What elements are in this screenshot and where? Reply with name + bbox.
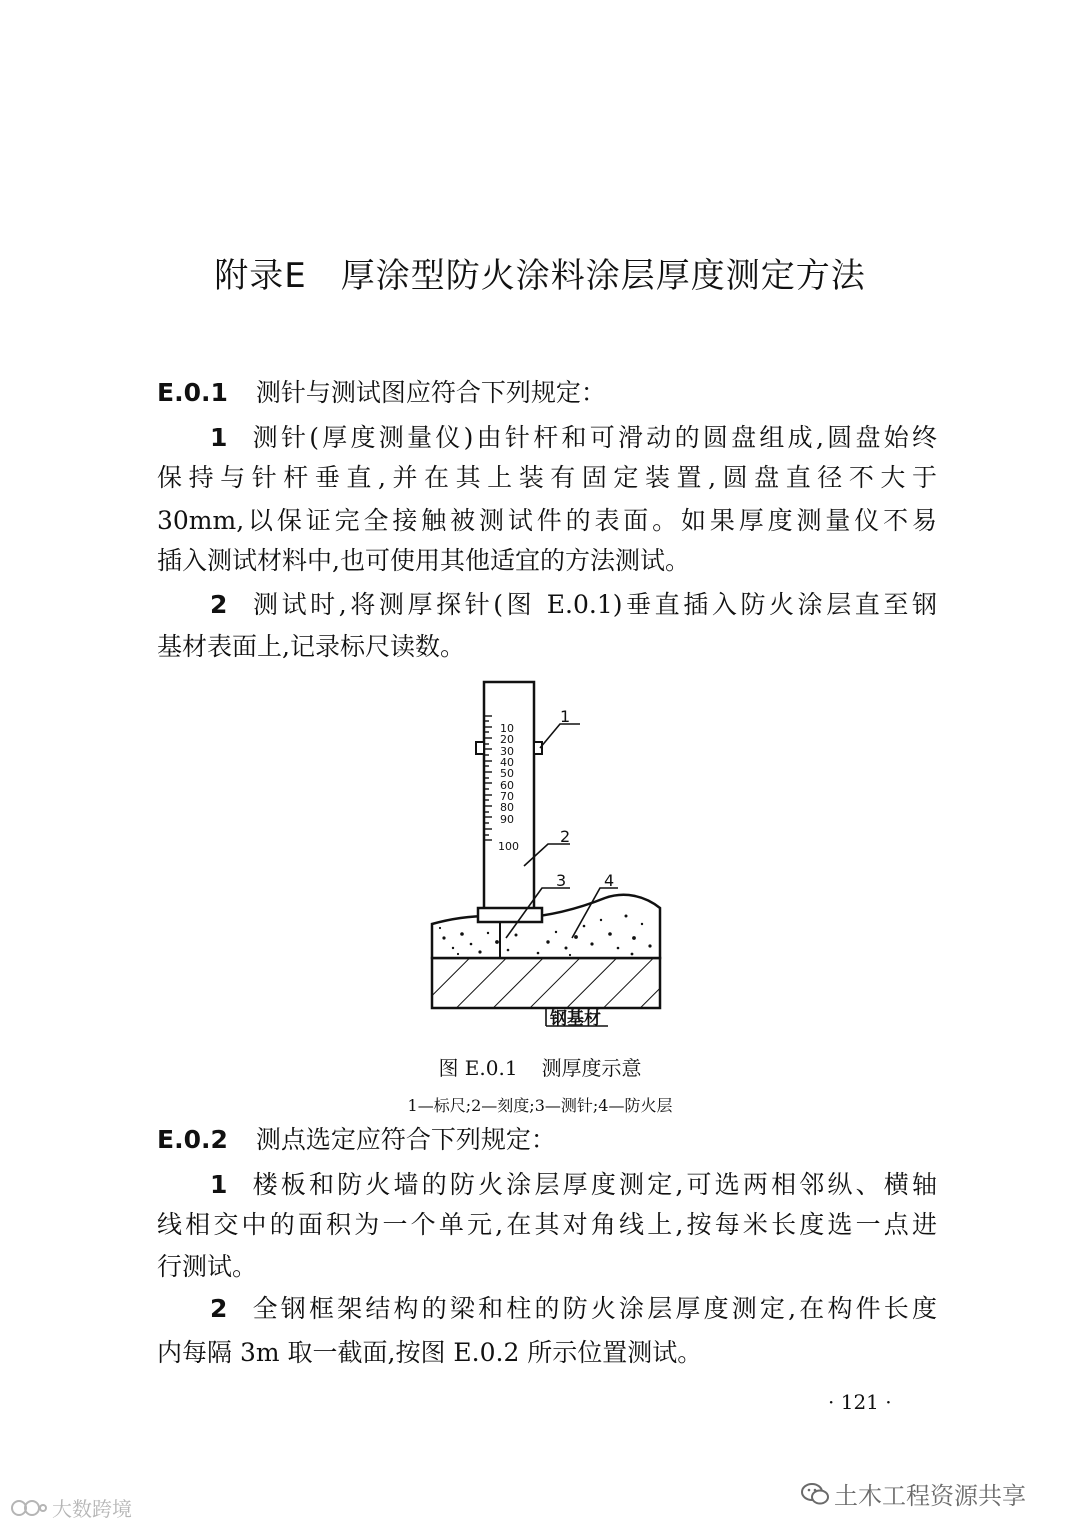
section-heading-text: 测点选定应符合下列规定： [255,1125,556,1154]
figure-label: 图 E.0.1 [438,1056,518,1080]
thickness-measurement-figure [420,676,680,1036]
tick-label: 30 [500,745,514,758]
steel-base-label: 钢基材 [550,1009,601,1029]
section-heading-text: 测针与测试图应符合下列规定： [255,378,606,407]
probe-disc [478,908,542,922]
paragraph-text: 全钢框架结构的梁和柱的防火涂层厚度测定,在构件长度 [249,1294,937,1323]
tick-label: 100 [498,840,519,853]
section-heading [157,1125,937,1155]
brand-logo-icon [10,1496,48,1525]
paragraph-line: 30mm,以保证完全接触被测试件的表面。如果厚度测量仪不易 [157,506,937,535]
paragraph-line [210,423,937,453]
paragraph-line [210,1294,937,1324]
section-number: E.0.2 [157,1125,228,1154]
item-number: 1 [210,423,228,452]
callout-3: 3 [556,871,567,890]
paragraph-text: 测试时,将测厚探针(图 E.0.1)垂直插入防火涂层直至钢 [249,590,937,619]
callout-4: 4 [604,871,615,890]
paragraph-line [210,590,937,620]
wechat-icon [800,1481,830,1513]
paragraph-line [210,1170,937,1200]
callout-2: 2 [560,827,571,846]
paragraph-line: 基材表面上,记录标尺读数。 [157,632,465,661]
tick-label: 40 [500,756,514,769]
section-heading [157,378,937,408]
paragraph-line: 插入测试材料中,也可使用其他适宜的方法测试。 [157,546,690,575]
section-number: E.0.1 [157,378,228,407]
ruler-clamp-left [476,742,484,754]
paragraph-line: 行测试。 [157,1252,258,1281]
watermark-right [800,1476,1026,1513]
steel-base [432,958,660,1008]
paragraph-text: 楼板和防火墙的防火涂层厚度测定,可选两相邻纵、横轴 [249,1170,937,1199]
tick-label: 60 [500,779,514,792]
figure-title: 测厚度示意 [541,1056,642,1080]
tick-label: 50 [500,767,514,780]
watermark-left [10,1493,132,1525]
tick-label: 80 [500,801,514,814]
fireproof-layer [432,895,660,958]
watermark-left-text: 大数跨境 [52,1497,132,1521]
appendix-label: 附录E [214,256,307,296]
callout-1: 1 [560,707,571,726]
paragraph-line: 线相交中的面积为一个单元,在其对角线上,按每米长度选一点进 [157,1210,937,1239]
page-number: · 121 · [828,1390,892,1414]
appendix-title: 厚涂型防火涂料涂层厚度测定方法 [340,256,866,296]
tick-label: 70 [500,790,514,803]
figure-caption [0,1052,1080,1081]
figure-legend: 1—标尺;2—刻度;3—测针;4—防火层 [407,1096,673,1115]
tick-label: 10 [500,722,514,735]
tick-label: 20 [500,733,514,746]
paragraph-text: 测针(厚度测量仪)由针杆和可滑动的圆盘组成,圆盘始终 [249,423,937,452]
item-number: 2 [210,1294,228,1323]
paragraph-line: 内每隔 3m 取一截面,按图 E.0.2 所示位置测试。 [157,1338,703,1367]
paragraph-line: 保持与针杆垂直,并在其上装有固定装置,圆盘直径不大于 [157,463,937,492]
item-number: 1 [210,1170,228,1199]
watermark-right-text: 土木工程资源共享 [834,1482,1026,1510]
item-number: 2 [210,590,228,619]
tick-label: 90 [500,813,514,826]
page-title [0,248,1080,297]
